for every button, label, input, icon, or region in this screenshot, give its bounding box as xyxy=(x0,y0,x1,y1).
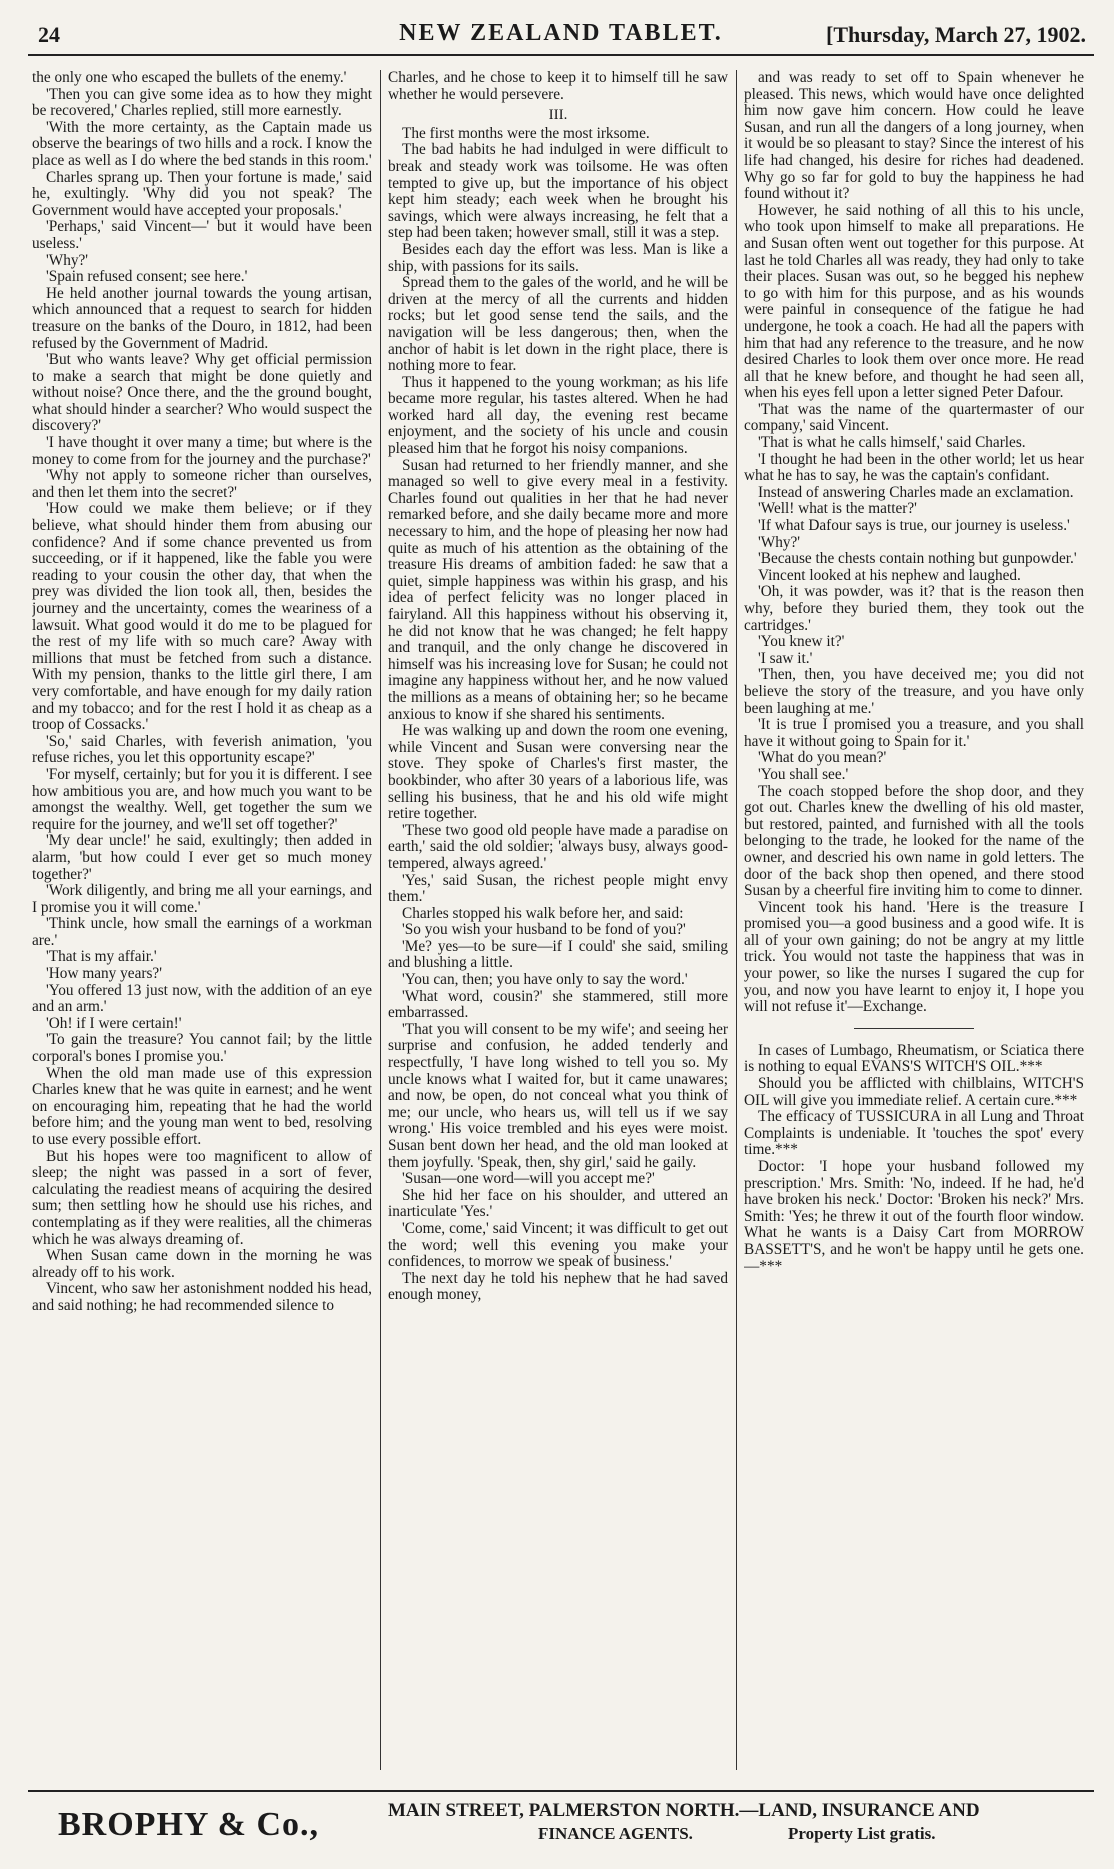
paragraph: 'Then you can give some idea as to how they might be recovered,' Charles replied, still more earnestly. xyxy=(32,85,372,120)
footer-advert xyxy=(28,1790,1094,1852)
section-number: III. xyxy=(548,107,568,124)
column-3-body xyxy=(744,70,1084,1016)
paragraph: 'Susan—one word—will you accept me?' xyxy=(402,1170,655,1188)
page-header xyxy=(28,16,1094,56)
paragraph: Spread them to the gales of the world, and he will be driven at the mercy of all the currents and hidden rocks; but let good sense tend the sails, and the navigation will be less dangerous; then, when the anchor of habit is let down in the right place, there is nothing more to fear. xyxy=(388,274,728,375)
paragraph: 'Then, then, you have deceived me; you did not believe the story of the treasure, and you have only been laughing at me.' xyxy=(744,666,1084,717)
paragraph: 'That is what he calls himself,' said Charles. xyxy=(758,434,1026,452)
column-2-body xyxy=(388,126,728,1304)
paragraph: 'You offered 13 just now, with the addition of an eye and an arm.' xyxy=(32,981,372,1016)
paragraph: Vincent looked at his nephew and laughed. xyxy=(758,566,1021,584)
paragraph: 'How many years?' xyxy=(46,965,162,983)
paragraph: 'But who wants leave? Why get official permission to make a search that might be done quietly and without noise? Once there, and the the ground bought, what should hinder a searcher? Who would suspect the discovery?' xyxy=(32,351,372,435)
column-2 xyxy=(388,70,728,1770)
property-list: Property List gratis. xyxy=(788,1824,936,1843)
paragraph: When Susan came down in the morning he was already off to his work. xyxy=(32,1247,372,1281)
paragraph: But his hopes were too magnificent to allow of sleep; the night was passed in a sort of fever, calculating the readiest means of acquiring the desired sum; then settling how he should use his riches, and contemplating as if they were realities, all the chimeras which he was always dreaming of. xyxy=(32,1147,372,1248)
advertisement-paragraph: Doctor: 'I hope your husband followed my prescription.' Mrs. Smith: 'No, indeed. If he had, he'd have broken his neck.' Doctor: 'Broken his neck?' Mrs. Smith: 'Yes; he threw it out of the fourth floor window. What he wants is a Daisy Cart from MORROW BASSETT'S, and he won't be happy until he gets one.—*** xyxy=(744,1158,1084,1275)
column-rule xyxy=(380,70,381,1770)
paragraph: 'That you will consent to be my wife'; and seeing her surprise and confusion, he added tenderly and respectfully, 'I have long wished to tell you so. My uncle knows what I waited for, but it came unawares; and now, be open, do not conceal what you think of me; our uncle, who hears us, will tell us if we say wrong.' His voice trembled and his eyes were moist. Susan bent down her head, and the old man looked at them joyfully. 'Speak, then, shy girl,' said he gaily. xyxy=(388,1020,728,1171)
column-3 xyxy=(744,70,1084,1770)
paragraph: 'I saw it.' xyxy=(758,649,813,667)
paragraph: 'That was the name of the quartermaster of our company,' said Vincent. xyxy=(744,400,1084,435)
firm-address: MAIN STREET, PALMERSTON NORTH.—LAND, INSURANCE AND xyxy=(388,1800,980,1821)
firm-name: BROPHY & Co., xyxy=(58,1806,320,1843)
paragraph: 'I have thought it over many a time; but where is the money to come from for the journey and the purchase?' xyxy=(32,434,372,468)
paragraph: The coach stopped before the shop door, and they got out. Charles knew the dwelling of his old master, but restored, painted, and furnished with all the tools belonging to the trade, he looked for the name of the owner, and descried his own name in gold letters. The door of the back shop then opened, and there stood Susan by a cheerful fire inviting him to come to dinner. xyxy=(744,782,1084,900)
paragraph: 'Spain refused consent; see here.' xyxy=(46,268,248,286)
paragraph: The first months were the most irksome. xyxy=(402,124,650,142)
paragraph: 'What word, cousin?' she stammered, still more embarrassed. xyxy=(388,987,728,1022)
paragraph: 'With the more certainty, as the Captain made us observe the bearings of two hills and a rock. I know the place as well as I do where the bed stands in this room.' xyxy=(32,118,372,169)
paragraph: 'How could we make them believe; or if they believe, what should hinder them from abusing our confidence? And if some chance prevented us from succeeding, or if it happened, like the fable you were reading to your cousin the other day, that when the prey was divided the lion took all, then, besides the journey and the uncertainty, comes the weariness of a lawsuit. What good would it do me to be plagued for the rest of my life with so much care? Away with millions that must be fetched from such a distance. With my pension, thanks to the little girl there, I am very comfortable, and have enough for my daily ration and my tobacco; and for the rest I hold it as cheap as a troop of Cossacks.' xyxy=(32,500,372,734)
paragraph: Charles sprang up. Then your fortune is made,' said he, exultingly. 'Why did you not speak? The Government would have accepted your proposals.' xyxy=(32,168,372,219)
paragraph: 'Work diligently, and bring me all your earnings, and I promise you it will come.' xyxy=(32,882,372,916)
paragraph: He held another journal towards the young artisan, which announced that a request to search for hidden treasure on the banks of the Douro, in 1812, had been refused by the Government of Madrid. xyxy=(32,284,372,352)
paragraph: 'Oh! if I were certain!' xyxy=(46,1014,182,1032)
paragraph: Thus it happened to the young workman; as his life became more regular, his tastes altered. When he had worked hard all day, the evening rest became enjoyment, and the society of his uncle and cousin pleased him that he forgot his noisy companions. xyxy=(388,373,728,458)
paragraph: Vincent took his hand. 'Here is the treasure I promised you—a good business and a good wife. It is all of your own gaining; do not be angry at my little trick. You would not taste the happiness that was in your power, so like the nurses I sugared the cup for you, and now you have learnt to enjoy it, I hope you will not refuse it'—Exchange. xyxy=(744,898,1084,1016)
paragraph: The next day he told his nephew that he had saved enough money, xyxy=(388,1269,728,1304)
column-2-intro: Charles, and he chose to keep it to himself till he saw whether he would persevere. xyxy=(388,70,728,103)
paragraph: 'To gain the treasure? You cannot fail; by the little corporal's bones I promise you.' xyxy=(32,1031,372,1066)
paragraph: 'You shall see.' xyxy=(758,765,849,783)
article-columns xyxy=(32,70,1092,1770)
paragraph: She hid her face on his shoulder, and uttered an inarticulate 'Yes.' xyxy=(388,1186,728,1221)
paragraph: 'I thought he had been in the other world; let us hear what he has to say, he was the captain's confidant. xyxy=(744,450,1084,485)
paragraph: the only one who escaped the bullets of the enemy.' xyxy=(32,70,347,86)
paragraph: The bad habits he had indulged in were difficult to break and steady work was toilsome. He was often tempted to give up, but the importance of his object kept him steady; each week when he brought his savings, which were always increasing, he felt that a step had been taken; however small, still it was a step. xyxy=(388,141,728,242)
paragraph: 'You can, then; you have only to say the word.' xyxy=(402,971,688,989)
paragraph: 'If what Dafour says is true, our journey is useless.' xyxy=(758,517,1070,535)
paragraph: 'For myself, certainly; but for you it is different. I see how ambitious you are, and how much you want to be amongst the wealthy. Well, get together the sum we require for the journey, and we'll set off together?' xyxy=(32,765,372,833)
paragraph: 'Yes,' said Susan, the richest people might envy them.' xyxy=(388,871,728,906)
paragraph: Susan had returned to her friendly manner, and she managed so well to give every meal in a festivity. Charles found out qualities in her that he had never remarked before, and she daily became more and more necessary to him, and the hope of pleasing her now had quite as much of his attention as the obtaining of the treasure His dreams of ambition faded: he saw that a quiet, simple happiness was within his grasp, and his idea of perfect felicity was no longer placed in fairyland. All this happiness without his observing it, he did not know that he was changed; he felt happy and tranquil, and the only change he discovered in himself was his increasing love for Susan; he could not imagine any happiness without her, and he now valued the millions as a means of obtaining her; so he became anxious to know if she shared his sentiments. xyxy=(388,456,728,723)
paragraph: 'My dear uncle!' he said, exultingly; then added in alarm, 'but how could I ever get so much money together?' xyxy=(32,832,372,883)
paragraph: 'Perhaps,' said Vincent—' but it would have been useless.' xyxy=(32,218,372,252)
paragraph: 'Well! what is the matter?' xyxy=(758,500,917,518)
paragraph: 'Me? yes—to be sure—if I could' she said, smiling and blushing a little. xyxy=(388,937,728,972)
issue-date: [Thursday, March 27, 1902. xyxy=(826,22,1086,47)
column-1 xyxy=(32,70,372,1770)
firm-agents: FINANCE AGENTS. xyxy=(538,1824,693,1843)
paragraph: 'Why?' xyxy=(758,533,801,551)
story-divider xyxy=(854,1028,974,1029)
paragraph: 'You knew it?' xyxy=(758,633,845,651)
paragraph: 'Why not apply to someone richer than ourselves, and then let them into the secret?' xyxy=(32,467,372,501)
paragraph: 'Because the chests contain nothing but gunpowder.' xyxy=(758,550,1077,568)
paragraph: Instead of answering Charles made an exclamation. xyxy=(758,483,1074,501)
paragraph: However, he said nothing of all this to his uncle, who took upon himself to make all preparations. He and Susan often went out together for this purpose. At last he told Charles all was ready, they had only to take their places. Susan was out, so he begged his nephew to go with him for this purpose, and as his wounds were painful in consequence of the fatigue he had undergone, he took a coach. He had all the papers with him that had any reference to the treasure, and he now desired Charles to look them over once more. He read all that he knew before, and thought he had seen all, when his eyes fell upon a letter signed Peter Dafour. xyxy=(744,201,1084,402)
page-number: 24 xyxy=(38,22,60,47)
paragraph: 'It is true I promised you a treasure, and you shall have it without going to Spain for it.' xyxy=(744,716,1084,750)
paragraph: 'These two good old people have made a paradise on earth,' said the old soldier; 'always busy, always good-tempered, always agreed.' xyxy=(388,821,728,872)
paragraph: Charles stopped his walk before her, and said: xyxy=(402,904,684,922)
paragraph: Besides each day the effort was less. Man is like a ship, with passions for its sails. xyxy=(388,240,728,275)
paragraph: 'Why?' xyxy=(46,251,89,269)
column-rule xyxy=(736,70,737,1770)
advertisements xyxy=(744,1043,1084,1275)
paragraph: When the old man made use of this expression Charles knew that he was quite in earnest; and he went on encouraging him, repeating that he had the world before him; and the young man went to bed, resolving to use every possible effort. xyxy=(32,1064,372,1148)
paragraph: He was walking up and down the room one evening, while Vincent and Susan were conversing near the stove. They spoke of Charles's first master, the bookbinder, who after 30 years of a laborious life, was selling his business, that he and his old wife might retire together. xyxy=(388,722,728,823)
paragraph: and was ready to set off to Spain whenever he pleased. This news, which would have once delighted him now gave him concern. How could he leave Susan, and run all the dangers of a long journey, when it would be so pleasant to stay? Since the interest of his life had changed, his desire for riches had deadened. Why go so far for gold to buy the happiness he had found without it? xyxy=(744,70,1084,203)
paragraph: Vincent, who saw her astonishment nodded his head, and said nothing; he had recommended silence to xyxy=(32,1280,372,1314)
advertisement-paragraph: In cases of Lumbago, Rheumatism, or Sciatica there is nothing to equal EVANS'S WITCH'S OIL.*** xyxy=(744,1041,1084,1076)
paragraph: 'That is my affair.' xyxy=(46,948,157,966)
paragraph: 'Oh, it was powder, was it? that is the reason then why, before they buried them, they took out the cartridges.' xyxy=(744,583,1084,634)
paragraph: 'Come, come,' said Vincent; it was difficult to get out the word; well this evening you make your confidences, to morrow we speak of business.' xyxy=(388,1219,728,1271)
paragraph: 'Think uncle, how small the earnings of a workman are.' xyxy=(32,915,372,949)
masthead-title: NEW ZEALAND TABLET. xyxy=(399,20,723,46)
paragraph: 'What do you mean?' xyxy=(758,749,887,767)
paragraph: 'So,' said Charles, with feverish animation, 'you refuse riches, you let this opportunity escape?' xyxy=(32,732,372,767)
paragraph: 'So you wish your husband to be fond of you?' xyxy=(402,921,686,939)
advertisement-paragraph: The efficacy of TUSSICURA in all Lung and Throat Complaints is undeniable. It 'touches the spot' every time.*** xyxy=(744,1108,1084,1159)
advertisement-paragraph: Should you be afflicted with chilblains, WITCH'S OIL will give you immediate relief. A certain cure.*** xyxy=(744,1075,1084,1109)
